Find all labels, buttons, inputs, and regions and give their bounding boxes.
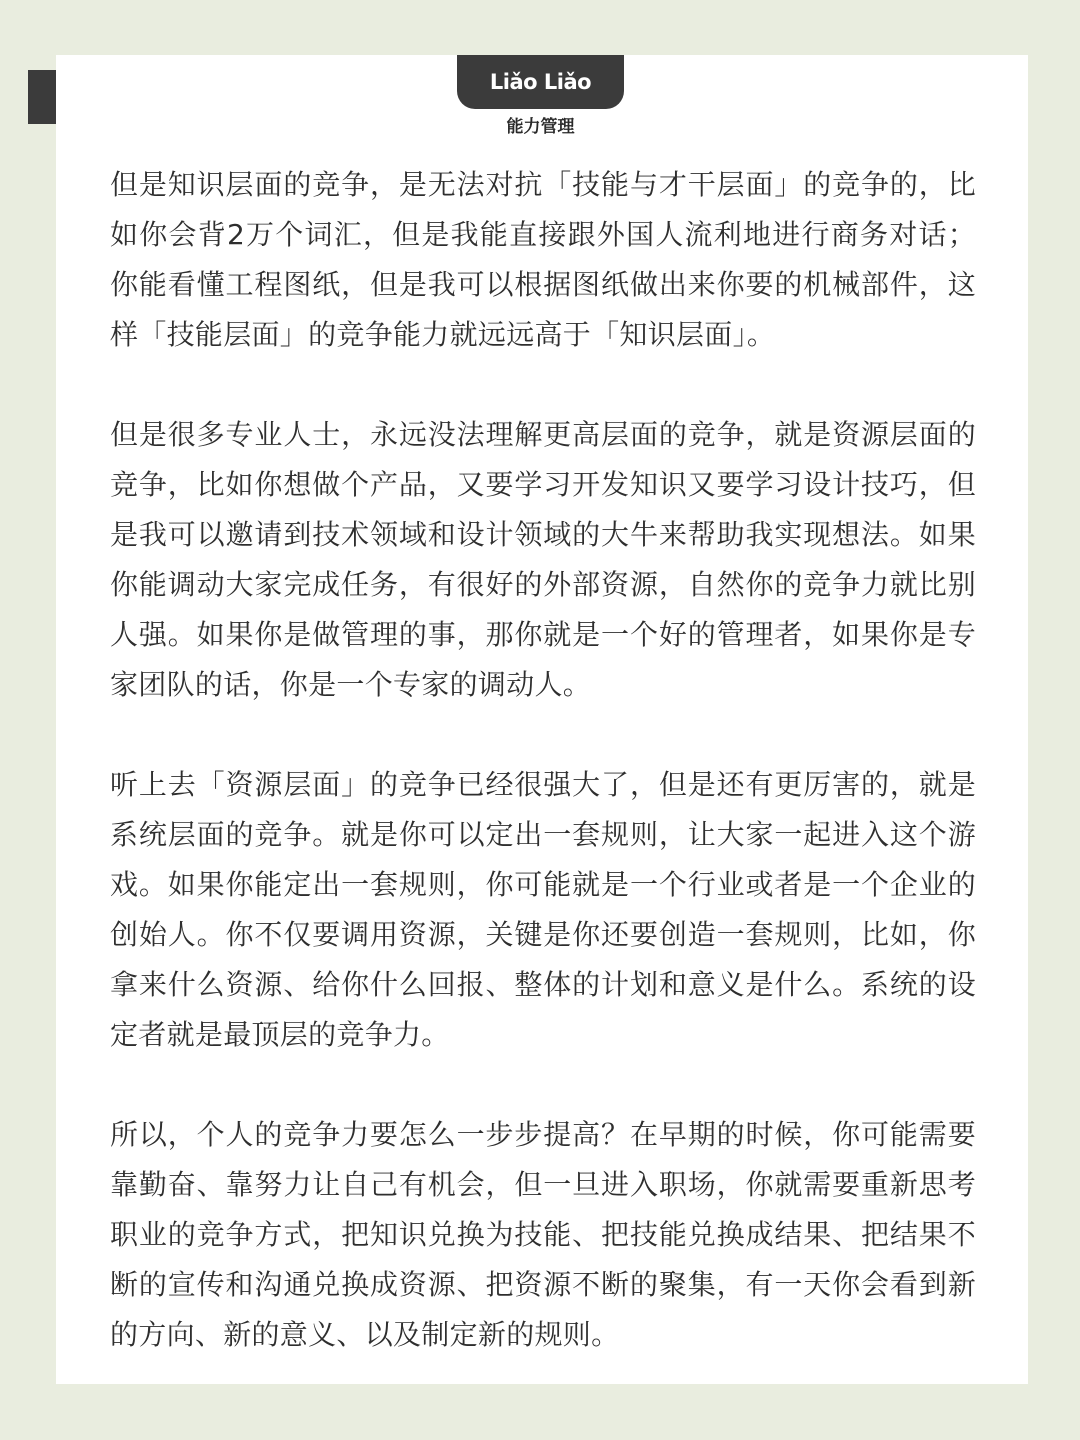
article-body — [110, 160, 976, 1360]
brand-logo: Liǎo Liǎo — [489, 70, 592, 94]
paragraph-1: 但是知识层面的竞争，是无法对抗「技能与才干层面」的竞争的，比如你会背2万个词汇，但是我能直接跟外国人流利地进行商务对话；你能看懂工程图纸，但是我可以根据图纸做出来你要的机械部件，这样「技能层面」的竞争能力就远远高于「知识层面」。 — [110, 168, 976, 351]
brand-tab — [457, 55, 624, 109]
side-bookmark-marker — [28, 70, 56, 124]
brand-subtitle: 能力管理 — [506, 117, 575, 137]
paragraph-4: 所以，个人的竞争力要怎么一步步提高？在早期的时候，你可能需要靠勤奋、靠努力让自己有机会，但一旦进入职场，你就需要重新思考职业的竞争方式，把知识兑换为技能、把技能兑换成结果、把结果不断的宣传和沟通兑换成资源、把资源不断的聚集，有一天你会看到新的方向、新的意义、以及制定新的规则。 — [110, 1118, 976, 1351]
paragraph-3: 听上去「资源层面」的竞争已经很强大了，但是还有更厉害的，就是系统层面的竞争。就是你可以定出一套规则，让大家一起进入这个游戏。如果你能定出一套规则，你可能就是一个行业或者是一个企业的创始人。你不仅要调用资源，关键是你还要创造一套规则，比如，你拿来什么资源、给你什么回报、整体的计划和意义是什么。系统的设定者就是最顶层的竞争力。 — [110, 768, 976, 1051]
paragraph-2: 但是很多专业人士，永远没法理解更高层面的竞争，就是资源层面的竞争，比如你想做个产品，又要学习开发知识又要学习设计技巧，但是我可以邀请到技术领域和设计领域的大牛来帮助我实现想法。如果你能调动大家完成任务，有很好的外部资源，自然你的竞争力就比别人强。如果你是做管理的事，那你就是一个好的管理者，如果你是专家团队的话，你是一个专家的调动人。 — [110, 418, 976, 701]
